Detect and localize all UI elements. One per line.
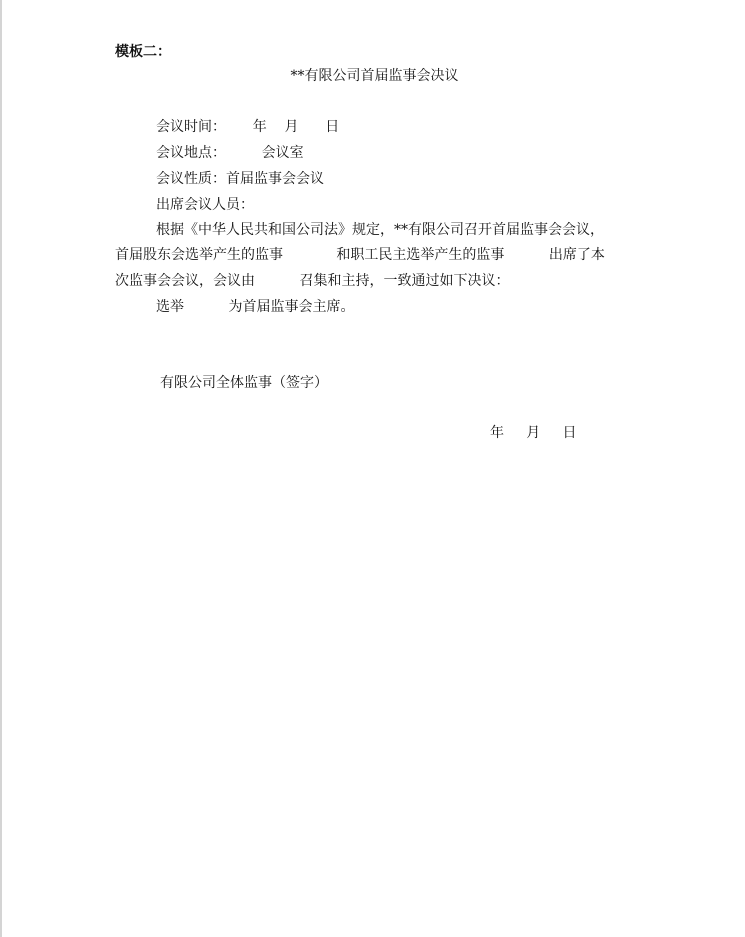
- template-label: 模板二：: [115, 44, 171, 60]
- body-paragraph-line-1: 根据《中华人民共和国公司法》规定，**有限公司召开首届监事会会议，: [156, 222, 604, 238]
- document-title-text: **有限公司首届监事会决议: [290, 68, 459, 84]
- meeting-time-line: 会议时间： 年 月 日: [156, 119, 340, 135]
- signature-date-line: 年 月 日: [490, 425, 577, 441]
- meeting-place-line: 会议地点： 会议室: [156, 145, 304, 161]
- election-resolution-line: 选举 为首届监事会主席。: [156, 299, 355, 315]
- body-paragraph-line-2: 首届股东会选举产生的监事 和职工民主选举产生的监事 出席了本: [115, 247, 605, 263]
- body-paragraph-line-3: 次监事会会议，会议由 召集和主持，一致通过如下决议：: [115, 273, 510, 289]
- attendees-line: 出席会议人员：: [156, 197, 254, 213]
- document-title: [0, 67, 745, 85]
- signature-line: 有限公司全体监事（签字）: [160, 375, 328, 391]
- meeting-nature-line: 会议性质：首届监事会会议: [156, 171, 324, 187]
